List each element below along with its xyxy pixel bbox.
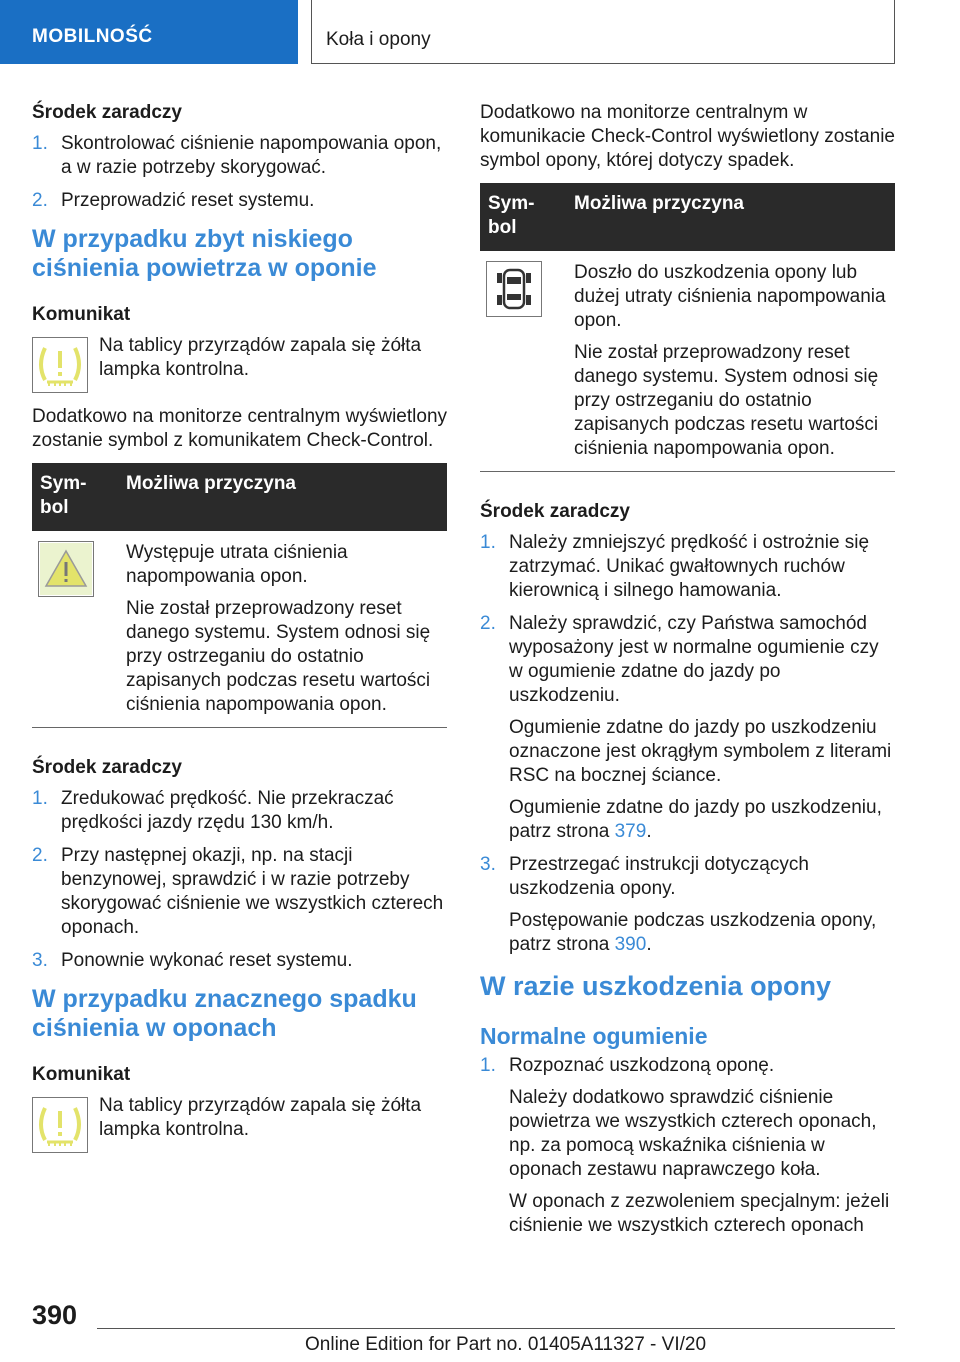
symbol-table bbox=[32, 463, 447, 728]
step-number: 1. bbox=[32, 133, 48, 154]
step-text: Przeprowadzić reset systemu. bbox=[61, 190, 315, 211]
section-heading-tire-damage: W razie uszkodzenia opony bbox=[480, 971, 832, 1001]
cause-text: Występuje utrata ciśnienia napompowania opon. bbox=[126, 542, 348, 587]
symbol-cell bbox=[32, 531, 118, 728]
tire-pressure-warning-icon bbox=[32, 337, 88, 393]
list-item bbox=[32, 189, 447, 213]
page-reference-link[interactable]: 390 bbox=[614, 934, 647, 955]
column-header-cause: Możliwa przyczyna bbox=[118, 463, 447, 531]
step-number: 3. bbox=[32, 950, 48, 971]
step-number: 2. bbox=[32, 190, 48, 211]
step-text: Skontrolować ciśnienie napompowania opon, a w razie potrzeby skorygować. bbox=[61, 133, 442, 178]
remedy-heading: Środek zaradczy bbox=[32, 102, 182, 123]
section-heading-significant-drop: W przypadku znacznego spadku ciśnienia w oponach bbox=[32, 985, 417, 1042]
paragraph: Dodatkowo na monitorze centralnym wyświetlony zostanie symbol z komunikatem Check-Control. bbox=[32, 406, 448, 451]
step-note: Należy dodatkowo sprawdzić ciśnienie powietrza we wszystkich czterech oponach, np. za pomocą wskaźnika ciśnienia w oponach zestawu naprawczego koła. bbox=[509, 1087, 877, 1180]
step-number: 1. bbox=[480, 532, 496, 553]
message-row bbox=[32, 334, 447, 393]
paragraph: Dodatkowo na monitorze centralnym w komunikacie Check-Control wyświetlony zostanie symbol opony, której dotyczy spadek. bbox=[480, 102, 896, 171]
remedy-heading: Środek zaradczy bbox=[32, 757, 182, 778]
step-text: Należy zmniejszyć prędkość i ostrożnie się zatrzymać. Unikać gwałtownych ruchów kierownicą i silnego hamowania. bbox=[509, 532, 870, 601]
table-row bbox=[480, 251, 895, 472]
warning-triangle-icon bbox=[38, 541, 94, 597]
section-title: MOBILNOŚĆ bbox=[32, 26, 153, 47]
remedy-list bbox=[480, 531, 895, 957]
list-item bbox=[32, 132, 447, 180]
section-tab bbox=[0, 0, 298, 64]
remedy-list bbox=[32, 132, 447, 213]
list-item bbox=[480, 531, 895, 603]
step-text: Zredukować prędkość. Nie przekraczać prędkości jazdy rzędu 130 km/h. bbox=[61, 788, 394, 833]
right-column bbox=[480, 101, 895, 1247]
footer-edition: Online Edition for Part no. 01405A11327 - VI/20 bbox=[305, 1334, 707, 1355]
note-text: Ogumienie zdatne do jazdy po uszkodzeniu, patrz strona bbox=[509, 797, 882, 842]
column-header-cause: Możliwa przyczyna bbox=[566, 183, 895, 251]
step-text: Przestrzegać instrukcji dotyczących uszkodzenia opony. bbox=[509, 854, 809, 899]
column-header-symbol: Sym-bol bbox=[480, 183, 566, 251]
step-note: Ogumienie zdatne do jazdy po uszkodzeniu, patrz strona 379. bbox=[509, 797, 882, 842]
cause-text: Doszło do uszkodzenia opony lub dużej utraty ciśnienia napompowania opon. bbox=[574, 262, 886, 331]
subsection-heading-normal-tires: Normalne ogumienie bbox=[480, 1023, 708, 1049]
message-text: Na tablicy przyrządów zapala się żółta lampka kontrolna. bbox=[99, 1095, 422, 1140]
step-number: 1. bbox=[480, 1055, 496, 1076]
symbol-cell bbox=[480, 251, 566, 472]
step-text: Ponownie wykonać reset systemu. bbox=[61, 950, 353, 971]
cause-text: Nie został przeprowadzony reset danego systemu. System odnosi się przy ostrzeganiu do ostatnio zapisanych podczas resetu wartości ciśnienia napompowania opon. bbox=[574, 342, 879, 459]
step-note: Ogumienie zdatne do jazdy po uszkodzeniu oznaczone jest okrągłym symbolem z literami RSC na bocznej ściance. bbox=[509, 717, 892, 786]
left-column bbox=[32, 101, 447, 1165]
table-header-row bbox=[480, 183, 895, 251]
message-heading: Komunikat bbox=[32, 304, 131, 325]
step-text: Rozpoznać uszkodzoną oponę. bbox=[509, 1055, 775, 1076]
step-note: Postępowanie podczas uszkodzenia opony, patrz strona 390. bbox=[509, 910, 877, 955]
cause-cell bbox=[566, 251, 895, 472]
message-heading: Komunikat bbox=[32, 1064, 131, 1085]
footer-divider bbox=[97, 1328, 895, 1329]
step-number: 2. bbox=[32, 845, 48, 866]
list-item bbox=[32, 787, 447, 835]
step-number: 1. bbox=[32, 788, 48, 809]
step-text: Przy następnej okazji, np. na stacji benzynowej, sprawdzić i w razie potrzeby skorygować ciśnienie we wszystkich czterech oponach. bbox=[61, 845, 444, 938]
list-item bbox=[32, 844, 447, 940]
remedy-list bbox=[32, 787, 447, 973]
message-text: Na tablicy przyrządów zapala się żółta lampka kontrolna. bbox=[99, 335, 422, 380]
column-header-symbol: Sym-bol bbox=[32, 463, 118, 531]
step-text: Należy sprawdzić, czy Państwa samochód wyposażony jest w normalne ogumienie czy w ogumienie zdatne do jazdy po uszkodzeniu. bbox=[509, 613, 879, 706]
list-item bbox=[480, 1054, 895, 1238]
cause-text: Nie został przeprowadzony reset danego systemu. System odnosi się przy ostrzeganiu do ostatnio zapisanych podczas resetu wartości ciśnienia napompowania opon. bbox=[126, 598, 431, 715]
note-text: Postępowanie podczas uszkodzenia opony, patrz strona bbox=[509, 910, 877, 955]
step-note: W oponach z zezwoleniem specjalnym: jeżeli ciśnienie we wszystkich czterech oponach bbox=[509, 1191, 890, 1236]
step-number: 2. bbox=[480, 613, 496, 634]
list-item bbox=[32, 949, 447, 973]
car-tire-damage-icon bbox=[486, 261, 542, 317]
step-number: 3. bbox=[480, 854, 496, 875]
remedy-heading: Środek zaradczy bbox=[480, 501, 630, 522]
normal-tires-list bbox=[480, 1054, 895, 1238]
list-item bbox=[480, 612, 895, 844]
cause-cell bbox=[118, 531, 447, 728]
message-row bbox=[32, 1094, 447, 1153]
chapter-tab bbox=[311, 0, 895, 64]
page-number: 390 bbox=[32, 1300, 78, 1330]
tire-pressure-warning-icon bbox=[32, 1097, 88, 1153]
page-reference-link[interactable]: 379 bbox=[614, 821, 647, 842]
list-item bbox=[480, 853, 895, 957]
table-header-row bbox=[32, 463, 447, 531]
section-heading-low-pressure: W przypadku zbyt niskiego ciśnienia powietrza w oponie bbox=[32, 225, 377, 282]
symbol-table bbox=[480, 183, 895, 472]
table-row bbox=[32, 531, 447, 728]
chapter-title: Koła i opony bbox=[326, 29, 431, 50]
